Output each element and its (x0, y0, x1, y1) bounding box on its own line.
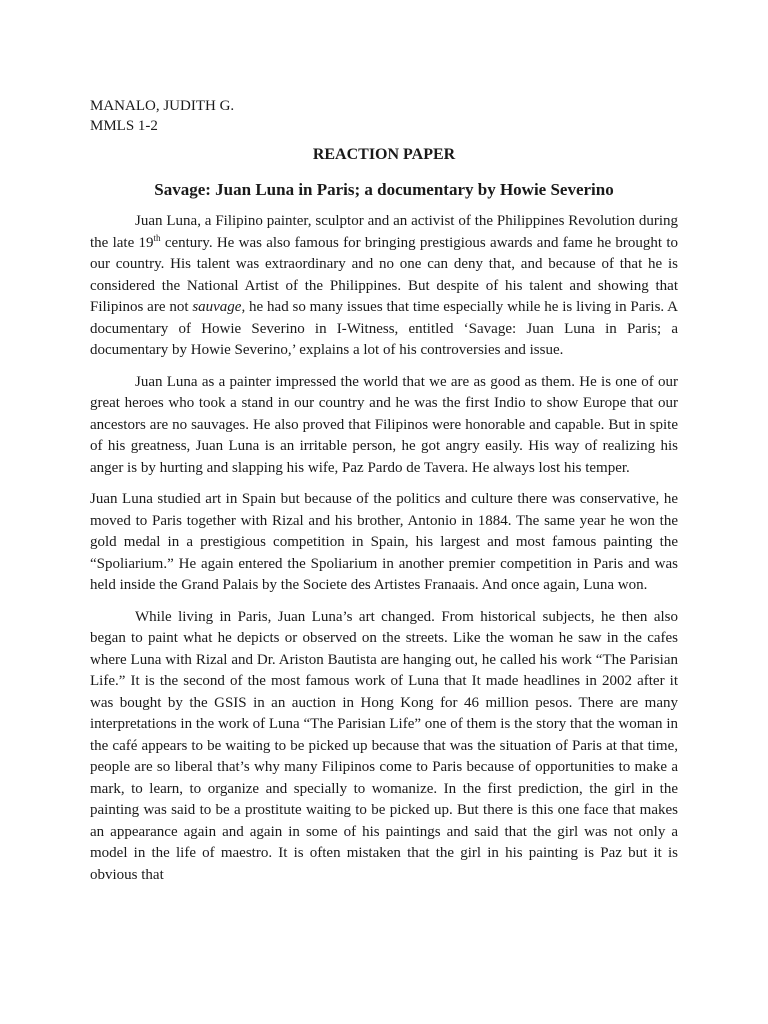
paragraph-1-part-a: Juan Luna, a Filipino painter, sculptor and an activist of the Philippines Revolution during the late 19 (90, 213, 678, 251)
class-section: MMLS 1-2 (90, 118, 158, 134)
document-body (90, 211, 678, 896)
paragraph-2: Juan Luna as a painter impressed the world that we are as good as them. He is one of our great heroes who took a stand in our country and he was the first Indio to show Europe that our ancestors are no sauvages. He also proved that Filipinos were honorable and capable. But in spite of his greatness, Juan Luna is an irritable person, he got angry easily. His way of realizing his anger is by hurting and slapping his wife, Paz Pardo de Tavera. He always lost his temper. (90, 373, 678, 476)
emphasis-sauvage: sauvage, (192, 299, 246, 315)
author-header (90, 96, 234, 136)
paragraph-3: Juan Luna studied art in Spain but because of the politics and culture there was conservative, he moved to Paris together with Rizal and his brother, Antonio in 1884. The same year he won the gold medal in a prestigious competition in Spain, his largest and most famous painting the “Spoliarium.” He again entered the Spoliarium in another premier competition in Paris and was held inside the Grand Palais by the Societe des Artistes Franaais. And once again, Luna won. (90, 491, 678, 593)
paragraph-1 (90, 211, 678, 362)
document-subtitle: Savage: Juan Luna in Paris; a documentary by Howie Severino (154, 180, 614, 199)
paragraph-1-part-b: century. He was also famous for bringing prestigious awards and fame he brought to our country. His talent was extraordinary and no one can deny that, and because of that he is considered the National Artist of the Philippines. But despite of his talent and showing that Filipinos are not (90, 234, 678, 315)
paragraph-1-part-c: he had so many issues that time especially while he is living in Paris. A documentary of Howie Severino in I-Witness, entitled ‘Savage: Juan Luna in Paris; a documentary by Howie Severino,’ explains a lot of his controversies and issue. (90, 299, 678, 358)
document-title: REACTION PAPER (312, 146, 456, 163)
author-name: MANALO, JUDITH G. (90, 98, 235, 114)
superscript-th: th (153, 232, 161, 243)
paragraph-4: While living in Paris, Juan Luna’s art changed. From historical subjects, he then also began to paint what he depicts or observed on the streets. Like the woman he saw in the cafes where Luna with Rizal and Dr. Ariston Bautista are hanging out, he called his work “The Parisian Life.” It is the second of the most famous work of Luna that It made headlines in 2002 after it was bought by the GSIS in an auction in Hong Kong for 46 million pesos. There are many interpretations in the work of Luna “The Parisian Life” one of them is the story that the woman in the café appears to be waiting to be picked up because that was the situation of Paris at that time, people are so liberal that’s why many Filipinos come to Paris because of opportunities to make a mark, to learn, to organize and specially to womanize. In the first prediction, the girl in the painting was said to be a prostitute waiting to be picked up. But there is this one face that makes an appearance again and again in some of his paintings and said that the girl was not only a model in the life of maestro. It is often mistaken that the girl in his painting is Paz but it is obvious that (90, 608, 678, 883)
